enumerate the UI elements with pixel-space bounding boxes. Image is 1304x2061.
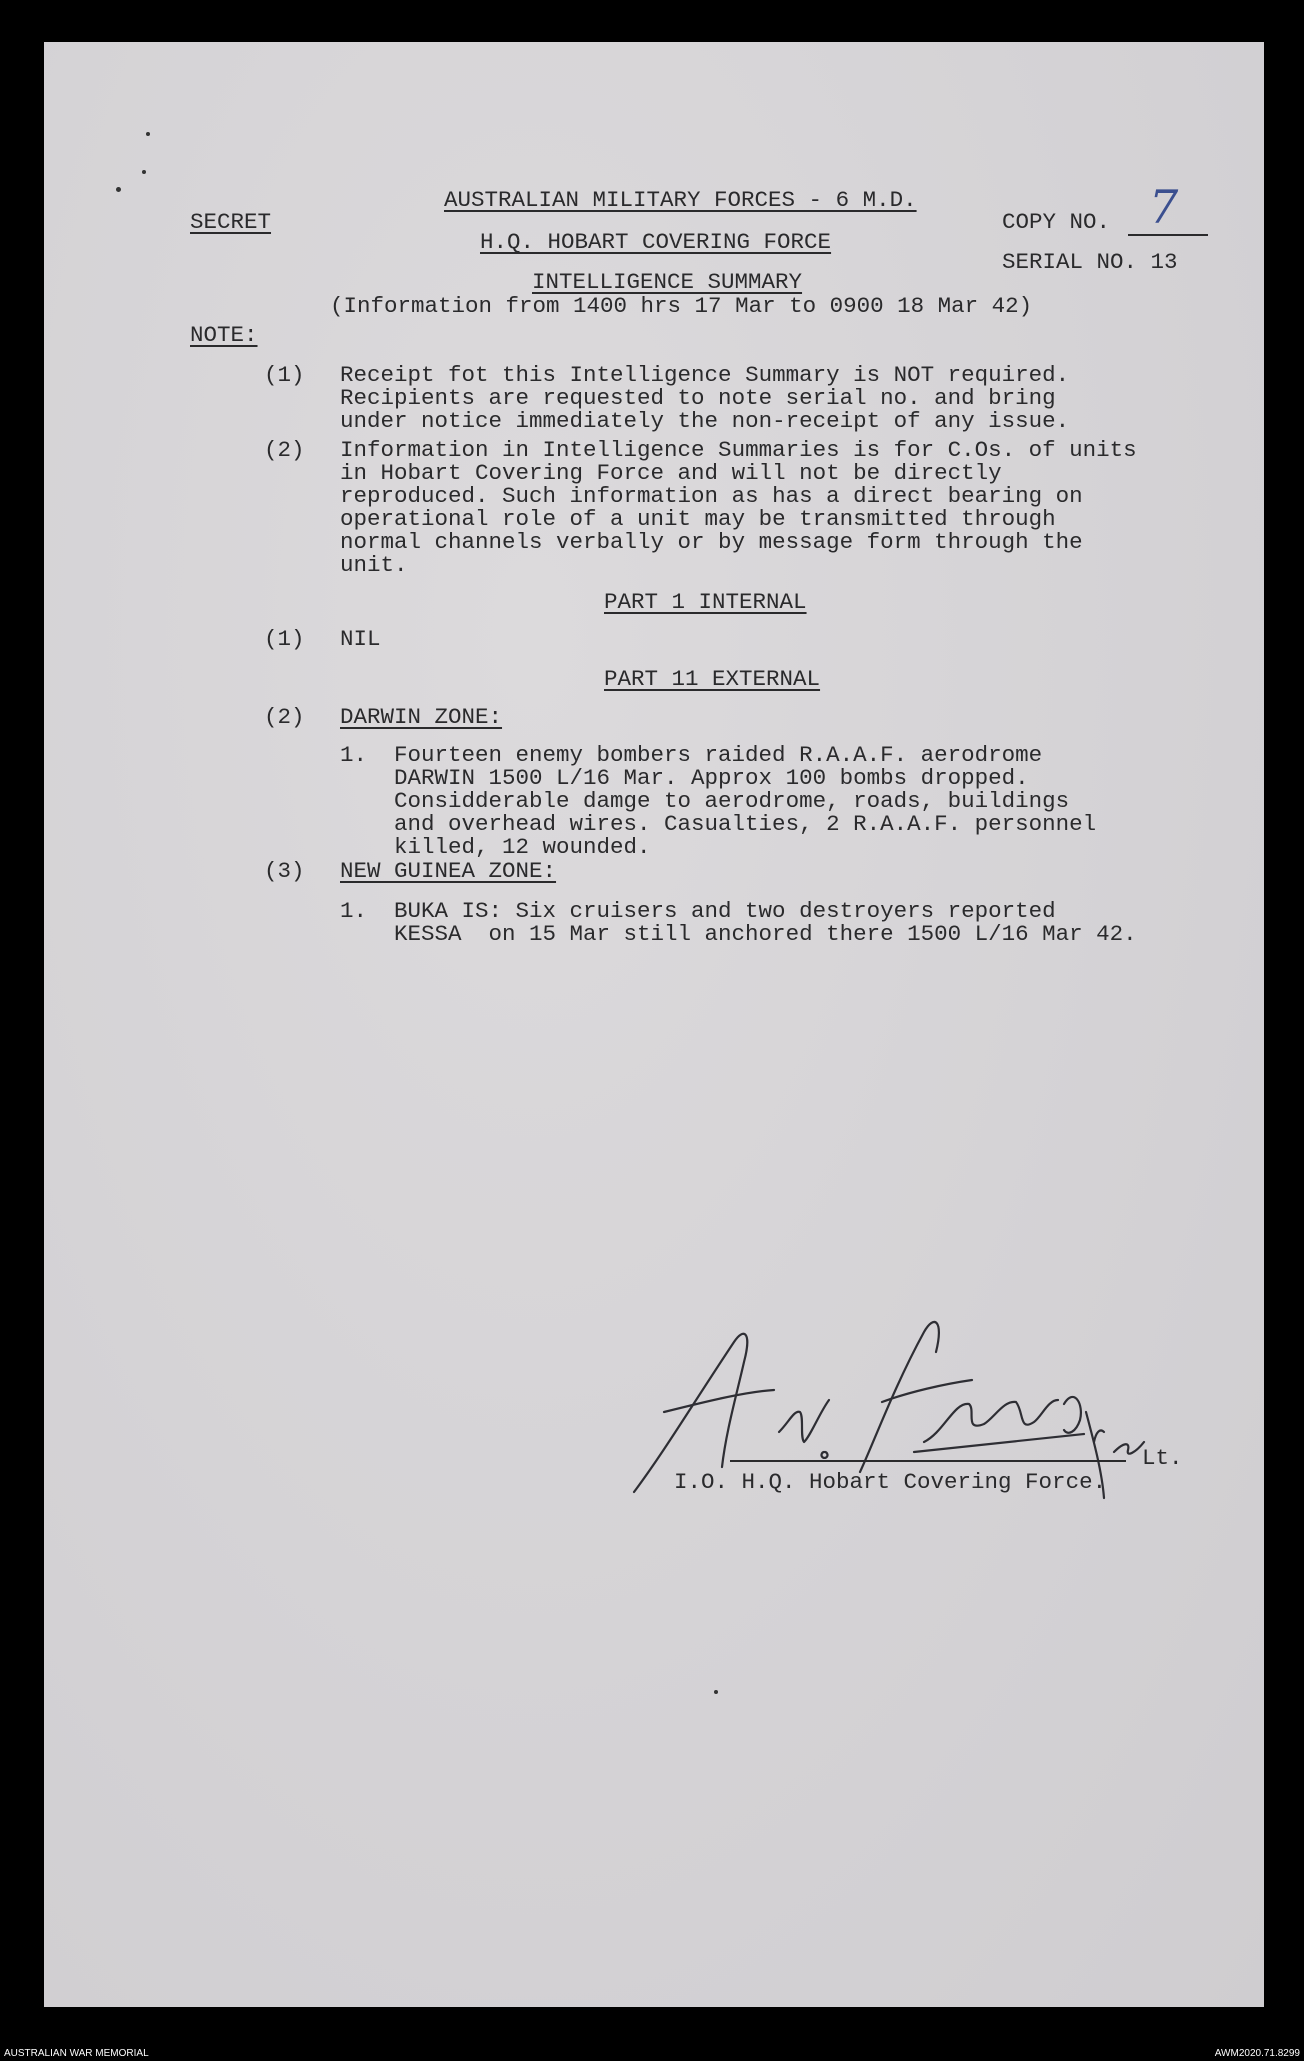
part2-heading: PART 11 EXTERNAL xyxy=(604,666,821,692)
zone-number: (3) xyxy=(264,858,305,884)
part1-heading: PART 1 INTERNAL xyxy=(604,589,807,615)
title-line-1: AUSTRALIAN MILITARY FORCES - 6 M.D. xyxy=(444,187,917,213)
archive-footer xyxy=(0,2047,1304,2061)
part1-item-text: NIL xyxy=(340,626,381,652)
note-item-number: (1) xyxy=(264,362,305,388)
note-item-line: Receipt fot this Intelligence Summary is NOT required. xyxy=(340,362,1070,388)
serial-label: SERIAL NO. 13 xyxy=(1002,249,1178,275)
note-item-line: normal channels verbally or by message form through the xyxy=(340,529,1083,555)
paper-speck xyxy=(714,1690,718,1694)
secret-label: SECRET xyxy=(190,209,272,235)
footer-left: AUSTRALIAN WAR MEMORIAL xyxy=(4,2048,149,2059)
zone-title: DARWIN ZONE: xyxy=(340,704,503,730)
zone-item-line: BUKA IS: Six cruisers and two destroyers reported xyxy=(394,898,1056,924)
note-item-line: Recipients are requested to note serial no. and bring xyxy=(340,385,1056,411)
document-page xyxy=(44,42,1264,2007)
signature-line xyxy=(730,1460,1126,1462)
zone-item-line: Fourteen enemy bombers raided R.A.A.F. aerodrome xyxy=(394,742,1043,768)
note-item-number: (2) xyxy=(264,437,305,463)
note-item-line: in Hobart Covering Force and will not be directly xyxy=(340,460,1002,486)
zone-item-line: and overhead wires. Casualties, 2 R.A.A.F. personnel xyxy=(394,811,1097,837)
zone-item-line: DARWIN 1500 L/16 Mar. Approx 100 bombs dropped. xyxy=(394,765,1029,791)
note-item-line: Information in Intelligence Summaries is for C.Os. of units xyxy=(340,437,1137,463)
copy-number-handwritten: 7 xyxy=(1149,180,1179,234)
zone-title: NEW GUINEA ZONE: xyxy=(340,858,557,884)
part1-item-number: (1) xyxy=(264,626,305,652)
note-item-line: reproduced. Such information as has a direct bearing on xyxy=(340,483,1083,509)
footer-right: AWM2020.71.8299 xyxy=(1214,2048,1300,2059)
paper-speck xyxy=(146,132,150,136)
zone-item-line: KESSA on 15 Mar still anchored there 1500 L/16 Mar 42. xyxy=(394,921,1137,947)
signature-rank: Lt. xyxy=(1142,1445,1183,1471)
note-item-line: under notice immediately the non-receipt of any issue. xyxy=(340,408,1070,434)
paper-speck xyxy=(116,187,121,192)
title-line-3: INTELLIGENCE SUMMARY xyxy=(532,269,803,295)
copy-label: COPY NO. xyxy=(1002,209,1111,235)
info-range: (Information from 1400 hrs 17 Mar to 0900 18 Mar 42) xyxy=(330,293,1033,319)
note-heading: NOTE: xyxy=(190,322,258,348)
zone-number: (2) xyxy=(264,704,305,730)
note-item-line: operational role of a unit may be transmitted through xyxy=(340,506,1056,532)
signature-position: I.O. H.Q. Hobart Covering Force. xyxy=(674,1469,1107,1495)
zone-item-line: Considderable damge to aerodrome, roads, buildings xyxy=(394,788,1070,814)
copy-number-line xyxy=(1128,234,1208,236)
zone-item-line: killed, 12 wounded. xyxy=(394,834,651,860)
zone-item-number: 1. xyxy=(340,898,368,924)
paper-speck xyxy=(142,170,146,174)
note-item-line: unit. xyxy=(340,552,408,578)
title-line-2: H.Q. HOBART COVERING FORCE xyxy=(480,229,832,255)
zone-item-number: 1. xyxy=(340,742,368,768)
